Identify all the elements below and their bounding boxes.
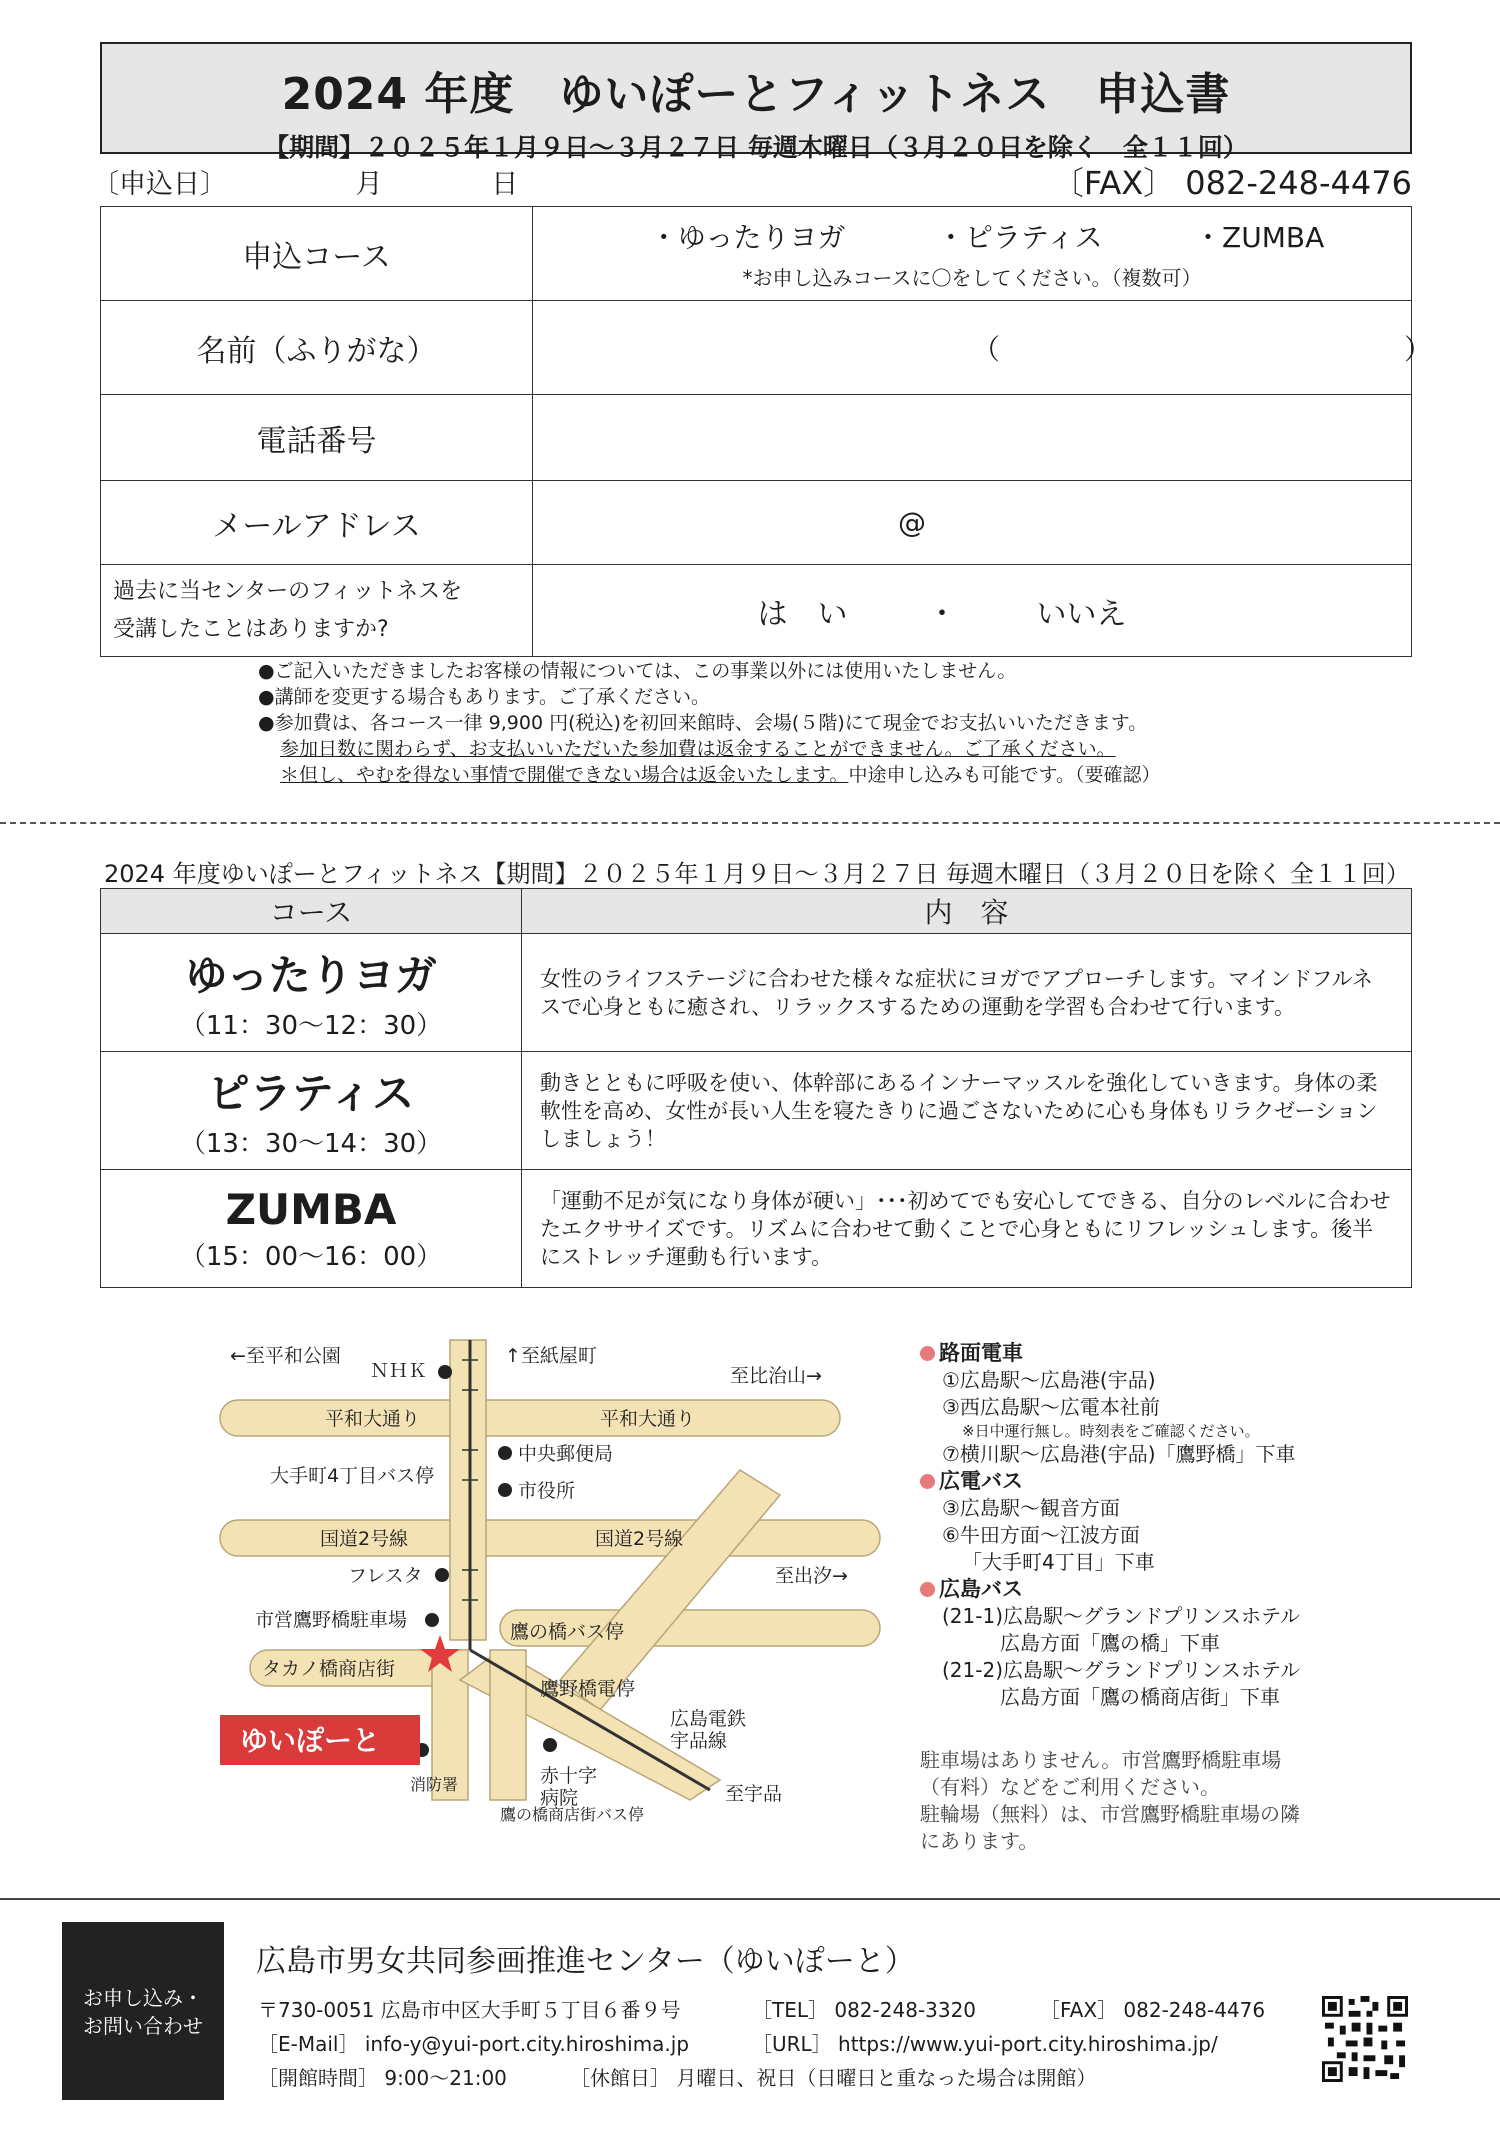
course-name: ピラティス	[207, 1069, 415, 1118]
course-option-pilates[interactable]: ・ピラティス	[936, 221, 1103, 254]
name-field[interactable]	[533, 301, 1433, 395]
map-tram-stop: 鷹野橋電停	[540, 1678, 636, 1700]
footer-fax: ［FAX］ 082-248-4476	[1040, 1998, 1266, 2022]
course-row	[101, 934, 1412, 1052]
url-link[interactable]: ［URL］ https://www.yui-port.city.hiroshima.jp/	[752, 2032, 1218, 2056]
note-refund: 参加日数に関わらず、お支払いいただいた参加費は返金することができません。ご了承ください。	[280, 738, 1116, 760]
course-note: *お申し込みコースに〇をしてください。（複数可）	[742, 266, 1202, 290]
bus-21-2-stop: 広島方面「鷹の橋商店街」下車	[1000, 1685, 1280, 1709]
map-route2-2: 国道2号線	[595, 1528, 684, 1550]
post-office-marker	[498, 1446, 512, 1460]
map-fresta: フレスタ	[348, 1565, 423, 1587]
email-at: @	[898, 506, 926, 539]
qr-code-icon[interactable]	[1322, 1996, 1408, 2082]
red-cross-marker	[543, 1738, 557, 1752]
email-link[interactable]: ［E-Mail］ info-y@yui-port.city.hiroshima.jp	[258, 2032, 690, 2056]
map-to-hijiyama: 至比治山→	[730, 1365, 822, 1387]
map-dentetsu: 広島電鉄宇品線	[670, 1708, 747, 1752]
name-label: 名前（ふりがな）	[101, 301, 533, 395]
tram-note: ※日中運行無し。時刻表をご確認ください。	[962, 1422, 1260, 1440]
map-parking: 市営鷹野橋駐車場	[255, 1609, 408, 1631]
past-label-line2: 受講したことはありますか?	[113, 616, 389, 642]
note-privacy: ●ご記入いただきましたお客様の情報については、この事業以外には使用いたしません。	[258, 660, 1017, 682]
map-route2-1: 国道2号線	[320, 1528, 409, 1550]
title-box	[100, 42, 1412, 162]
map-central-post: 中央郵便局	[518, 1443, 614, 1465]
parking-note-2: （有料）などをご利用ください。	[920, 1775, 1220, 1799]
period: 【期間】２０２５年１月９日〜３月２７日 毎週木曜日（３月２０日を除く 全１１回）	[264, 133, 1248, 162]
schedule-header: 2024 年度ゆいぽーとフィットネス【期間】２０２５年１月９日〜３月２７日 毎週木曜日（３月２０日を除く 全１１回）	[104, 860, 1410, 888]
map-shotengai: タカノ橋商店街	[262, 1658, 396, 1680]
apply-date	[92, 162, 518, 201]
contact-box	[62, 1922, 224, 2100]
course-label: 申込コース	[101, 207, 533, 301]
note-exception-b: 中途申し込みも可能です。（要確認）	[848, 764, 1161, 786]
contact-line-2: お問い合わせ	[83, 2014, 203, 2038]
contact-line-1: お申し込み・	[83, 1986, 203, 2010]
course-row	[101, 1052, 1412, 1170]
map-to-heiwa-park: ←至平和公園	[230, 1345, 341, 1367]
road-diagonal-1	[560, 1470, 780, 1710]
address: 〒730-0051 広島市中区大手町５丁目６番９号	[258, 1998, 681, 2022]
access-info	[920, 1340, 1300, 1855]
road-vertical	[450, 1340, 486, 1640]
note-exception-a: ＊但し、やむを得ない事情で開催できない場合は返金いたします。	[280, 764, 849, 786]
city-hall-marker	[498, 1483, 512, 1497]
opening-hours: ［開館時間］ 9:00〜21:00	[258, 2066, 507, 2090]
separator: ・	[927, 596, 957, 632]
no-option[interactable]: いいえ	[1036, 596, 1127, 632]
tram-head: 路面電車	[939, 1341, 1023, 1365]
note-instructor: ●講師を変更する場合もあります。ご了承ください。	[258, 686, 711, 708]
hiroden-bus-route-3: ③広島駅〜観音方面	[942, 1496, 1120, 1520]
past-label	[101, 565, 533, 657]
map-otemachi-stop: 大手町4丁目バス停	[270, 1465, 435, 1487]
hiroden-bus-route-6: ⑥牛田方面〜江波方面	[942, 1523, 1140, 1547]
road-heiwa	[220, 1400, 840, 1436]
hiroden-bus-head: 広電バス	[939, 1469, 1023, 1493]
course-time: （13：30〜14：30）	[179, 1129, 443, 1159]
map-shotengai-stop: 鷹の橋商店街バス停	[500, 1805, 645, 1824]
tram-route-7: ⑦横川駅〜広島港(宇品)「鷹野橋」下車	[942, 1442, 1296, 1466]
map-to-ujina: 至宇品	[725, 1783, 783, 1805]
tel: ［TEL］ 082-248-3320	[752, 1998, 977, 2022]
org-name: 広島市男女共同参画推進センター（ゆいぽーと）	[256, 1944, 915, 1979]
col-content: 内 容	[522, 889, 1412, 934]
page-title: 2024 年度 ゆいぽーとフィットネス 申込書	[281, 69, 1231, 120]
map-to-kamiyacho: ↑至紙屋町	[505, 1345, 597, 1367]
apply-date-label: 〔申込日〕	[92, 169, 227, 200]
course-table	[100, 888, 1412, 1288]
footer-divider	[0, 1898, 1500, 1900]
access-map	[200, 1320, 900, 1860]
map-heiwa-odori-2: 平和大通り	[600, 1408, 696, 1430]
yes-option[interactable]: は い	[757, 596, 848, 632]
map-heiwa-odori-1: 平和大通り	[325, 1408, 421, 1430]
nhk-marker	[438, 1365, 452, 1379]
closed-days: ［休館日］ 月曜日、祝日（日曜日と重なった場合は開館）	[570, 2066, 1097, 2090]
apply-month: 月	[355, 169, 383, 200]
phone-field[interactable]	[533, 395, 1412, 481]
fresta-marker	[435, 1568, 449, 1582]
note-fee: ●参加費は、各コース一律 9,900 円(税込)を初回来館時、会場(５階)にて現金でお支払いいただきます。	[258, 712, 1148, 734]
hiroden-bus-stop: 「大手町4丁目」下車	[962, 1550, 1155, 1574]
map-fire: 消防署	[410, 1775, 459, 1794]
course-row	[101, 1170, 1412, 1288]
note-exception	[280, 762, 1160, 788]
hiroshima-bus-head: 広島バス	[939, 1577, 1023, 1601]
application-form	[100, 206, 1433, 657]
paren-open: （	[972, 332, 1001, 366]
course-name: ZUMBA	[225, 1184, 397, 1234]
map-red-cross: 赤十字病院	[540, 1765, 598, 1809]
tram-route-3: ③西広島駅〜広電本社前	[942, 1395, 1160, 1419]
phone-label: 電話番号	[101, 395, 533, 481]
paren-close: ）	[1404, 332, 1433, 366]
col-course: コース	[101, 889, 522, 934]
tram-route-1: ①広島駅〜広島港(宇品)	[942, 1368, 1156, 1392]
course-name-cell	[101, 934, 522, 1052]
course-name-cell	[101, 1052, 522, 1170]
course-option-zumba[interactable]: ・ZUMBA	[1194, 221, 1325, 254]
course-desc: 動きとともに呼吸を使い、体幹部にあるインナーマッスルを強化していきます。身体の柔軟性を高め、女性が長い人生を寝たきりに過ごさないために心も身体もリラクゼーションしましょう！	[522, 1052, 1412, 1170]
email-field[interactable]	[533, 481, 1412, 565]
past-label-line1: 過去に当センターのフィットネスを	[113, 578, 463, 604]
course-time: （11：30〜12：30）	[179, 1011, 443, 1041]
parking-marker	[425, 1613, 439, 1627]
past-field[interactable]	[533, 565, 1412, 657]
parking-note-4: にあります。	[920, 1829, 1039, 1853]
course-desc: 「運動不足が気になり身体が硬い」･･･初めてでも安心してできる、自分のレベルに合わせたエクササイズです。リズムに合わせて動くことで心身ともにリフレッシュします。後半にストレッチ運動も行います。	[522, 1170, 1412, 1288]
course-desc: 女性のライフステージに合わせた様々な症状にヨガでアプローチします。マインドフルネスで心身ともに癒され、リラックスするための運動を学習も合わせて行います。	[522, 934, 1412, 1052]
road-route2	[220, 1520, 880, 1556]
cut-line	[0, 822, 1500, 824]
course-field[interactable]	[533, 207, 1412, 301]
course-name: ゆったりヨガ	[185, 951, 437, 1000]
map-takanobashi-stop: 鷹の橋バス停	[510, 1621, 625, 1643]
bus-21-1: (21-1)広島駅〜グランドプリンスホテル	[942, 1604, 1300, 1628]
tram-dot-icon	[920, 1346, 935, 1361]
fax-number: 〔FAX〕 082-248-4476	[1051, 164, 1412, 202]
bus-21-1-stop: 広島方面「鷹の橋」下車	[1000, 1631, 1220, 1655]
email-label: メールアドレス	[101, 481, 533, 565]
bus-21-2: (21-2)広島駅〜グランドプリンスホテル	[942, 1658, 1300, 1682]
hiroshima-bus-dot-icon	[920, 1582, 935, 1597]
course-name-cell	[101, 1170, 522, 1288]
hiroden-bus-dot-icon	[920, 1474, 935, 1489]
course-time: （15：00〜16：00）	[179, 1241, 443, 1272]
parking-note-3: 駐輪場（無料）は、市営鷹野橋駐車場の隣	[920, 1802, 1300, 1826]
parking-note-1: 駐車場はありません。市営鷹野橋駐車場	[920, 1748, 1282, 1772]
map-city-hall: 市役所	[518, 1480, 576, 1502]
course-option-yoga[interactable]: ・ゆったりヨガ	[649, 221, 846, 254]
map-to-deshio: 至出汐→	[775, 1565, 848, 1587]
map-yuiport: ゆいぽーと	[240, 1724, 381, 1757]
apply-day: 日	[491, 169, 519, 200]
map-nhk: ＮＨＫ	[370, 1360, 428, 1382]
